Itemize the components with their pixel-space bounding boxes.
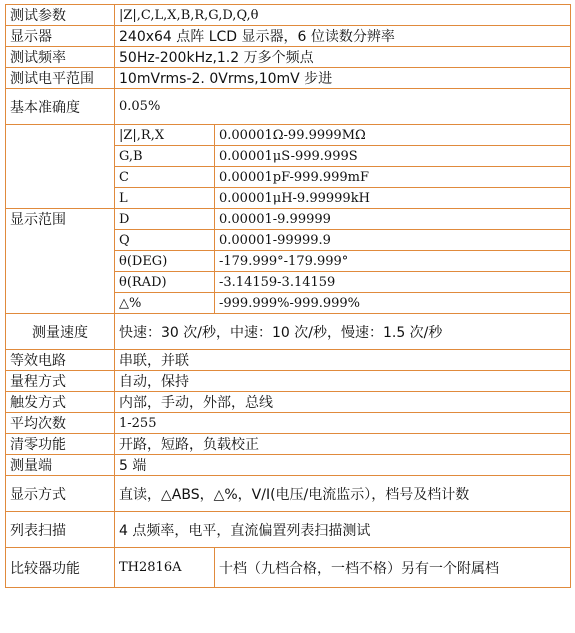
range-value: 0.00001-9.99999 — [215, 209, 571, 230]
row-display — [6, 26, 571, 47]
value-ranging: 自动，保持 — [115, 371, 571, 392]
range-param: θ(RAD) — [115, 272, 215, 293]
range-row — [6, 209, 571, 230]
row-accuracy — [6, 89, 571, 125]
range-row — [6, 125, 571, 146]
range-param: C — [115, 167, 215, 188]
range-param: |Z|,R,X — [115, 125, 215, 146]
value-trigger: 内部，手动，外部，总线 — [115, 392, 571, 413]
label-level: 测试电平范围 — [6, 68, 115, 89]
range-value: 0.00001Ω-99.9999MΩ — [215, 125, 571, 146]
row-level — [6, 68, 571, 89]
label-freq: 测试频率 — [6, 47, 115, 68]
label-zero: 清零功能 — [6, 434, 115, 455]
value-speed: 快速：30 次/秒，中速：10 次/秒，慢速：1.5 次/秒 — [115, 314, 571, 350]
range-value: 0.00001-99999.9 — [215, 230, 571, 251]
value-accuracy: 0.05% — [115, 89, 571, 125]
label-display-mode: 显示方式 — [6, 476, 115, 512]
label-display: 显示器 — [6, 26, 115, 47]
row-terminal — [6, 455, 571, 476]
row-average — [6, 413, 571, 434]
range-param: θ(DEG) — [115, 251, 215, 272]
range-param: G,B — [115, 146, 215, 167]
range-value: -179.999°-179.999° — [215, 251, 571, 272]
value-average: 1-255 — [115, 413, 571, 434]
label-trigger: 触发方式 — [6, 392, 115, 413]
row-comparator — [6, 548, 571, 588]
value-comparator: 十档（九档合格，一档不格）另有一个附属档 — [215, 548, 571, 588]
range-param: D — [115, 209, 215, 230]
label-params: 测试参数 — [6, 5, 115, 26]
range-value: 0.00001μH-9.99999kH — [215, 188, 571, 209]
row-speed — [6, 314, 571, 350]
row-trigger — [6, 392, 571, 413]
value-zero: 开路，短路，负载校正 — [115, 434, 571, 455]
value-params: |Z|,C,L,X,B,R,G,D,Q,θ — [115, 5, 571, 26]
value-list-sweep: 4 点频率，电平，直流偏置列表扫描测试 — [115, 512, 571, 548]
range-param: Q — [115, 230, 215, 251]
row-list-sweep — [6, 512, 571, 548]
label-ranging: 量程方式 — [6, 371, 115, 392]
label-average: 平均次数 — [6, 413, 115, 434]
range-label-spacer — [6, 125, 115, 209]
comparator-model: TH2816A — [115, 548, 215, 588]
row-display-mode — [6, 476, 571, 512]
value-freq: 50Hz-200kHz,1.2 万多个频点 — [115, 47, 571, 68]
label-accuracy: 基本准确度 — [6, 89, 115, 125]
row-ranging — [6, 371, 571, 392]
row-params — [6, 5, 571, 26]
label-list-sweep: 列表扫描 — [6, 512, 115, 548]
label-comparator: 比较器功能 — [6, 548, 115, 588]
label-range: 显示范围 — [6, 209, 115, 314]
label-circuit: 等效电路 — [6, 350, 115, 371]
value-level: 10mVrms-2. 0Vrms,10mV 步进 — [115, 68, 571, 89]
label-terminal: 测量端 — [6, 455, 115, 476]
range-param: △% — [115, 293, 215, 314]
row-freq — [6, 47, 571, 68]
range-value: -999.999%-999.999% — [215, 293, 571, 314]
value-display-mode: 直读，△ABS，△%，V/I(电压/电流监示），档号及档计数 — [115, 476, 571, 512]
value-display: 240x64 点阵 LCD 显示器，6 位读数分辨率 — [115, 26, 571, 47]
range-value: -3.14159-3.14159 — [215, 272, 571, 293]
spec-table — [5, 4, 571, 588]
row-circuit — [6, 350, 571, 371]
row-zero — [6, 434, 571, 455]
label-speed: 测量速度 — [6, 314, 115, 350]
range-value: 0.00001pF-999.999mF — [215, 167, 571, 188]
value-circuit: 串联，并联 — [115, 350, 571, 371]
range-param: L — [115, 188, 215, 209]
range-value: 0.00001μS-999.999S — [215, 146, 571, 167]
value-terminal: 5 端 — [115, 455, 571, 476]
